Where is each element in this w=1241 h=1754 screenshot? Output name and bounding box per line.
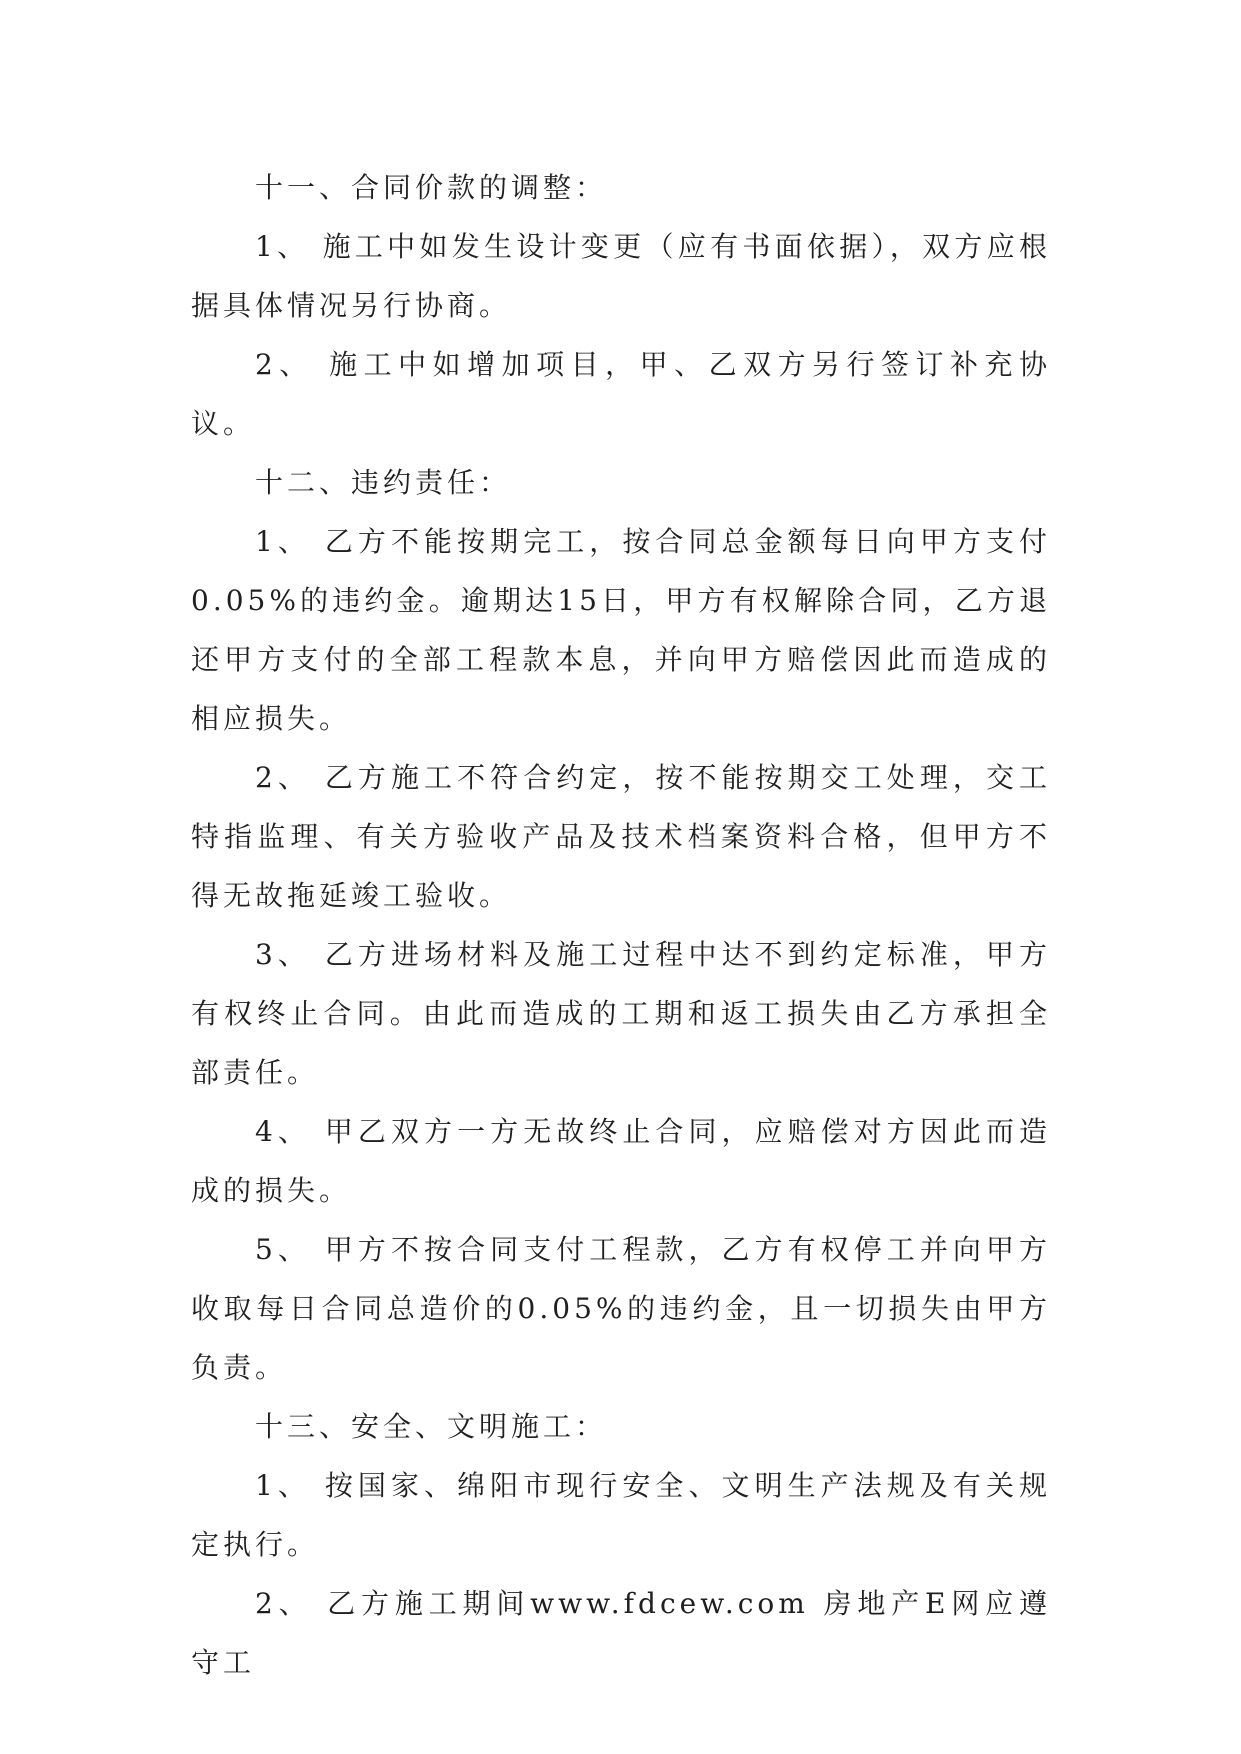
- clause-delay-penalty: 1、 乙方不能按期完工，按合同总金额每日向甲方支付0.05%的违约金。逾期达15日，甲方有权解除合同，乙方退还甲方支付的全部工程款本息，并向甲方赔偿因此而造成的相应损失。: [191, 525, 1051, 735]
- section-heading-liability: 十二、违约责任：: [255, 466, 512, 499]
- clause-construction-period: 2、 乙方施工期间www.fdcew.com 房地产E网应遵守工: [191, 1587, 1051, 1679]
- section-heading-safety: 十三、安全、文明施工：: [255, 1410, 608, 1443]
- clause-nonconforming-work: 2、 乙方施工不符合约定，按不能按期交工处理，交工特指监理、有关方验收产品及技术档案资料合格，但甲方不得无故拖延竣工验收。: [191, 761, 1051, 912]
- clause-design-change: 1、 施工中如发生设计变更（应有书面依据），双方应根据具体情况另行协商。: [191, 230, 1051, 322]
- document-body: [191, 158, 1051, 1692]
- clause-unilateral-termination: 4、 甲乙双方一方无故终止合同，应赔偿对方因此而造成的损失。: [191, 1115, 1051, 1207]
- section-heading-price-adjustment: 十一、合同价款的调整：: [255, 171, 608, 204]
- clause-safety-regulations: 1、 按国家、绵阳市现行安全、文明生产法规及有关规定执行。: [191, 1469, 1051, 1561]
- clause-payment-default: 5、 甲方不按合同支付工程款，乙方有权停工并向甲方收取每日合同总造价的0.05%的违约金，且一切损失由甲方负责。: [191, 1233, 1051, 1384]
- clause-material-standard: 3、 乙方进场材料及施工过程中达不到约定标准，甲方有权终止合同。由此而造成的工期和返工损失由乙方承担全部责任。: [191, 938, 1051, 1089]
- clause-additional-items: 2、 施工中如增加项目，甲、乙双方另行签订补充协议。: [191, 348, 1051, 440]
